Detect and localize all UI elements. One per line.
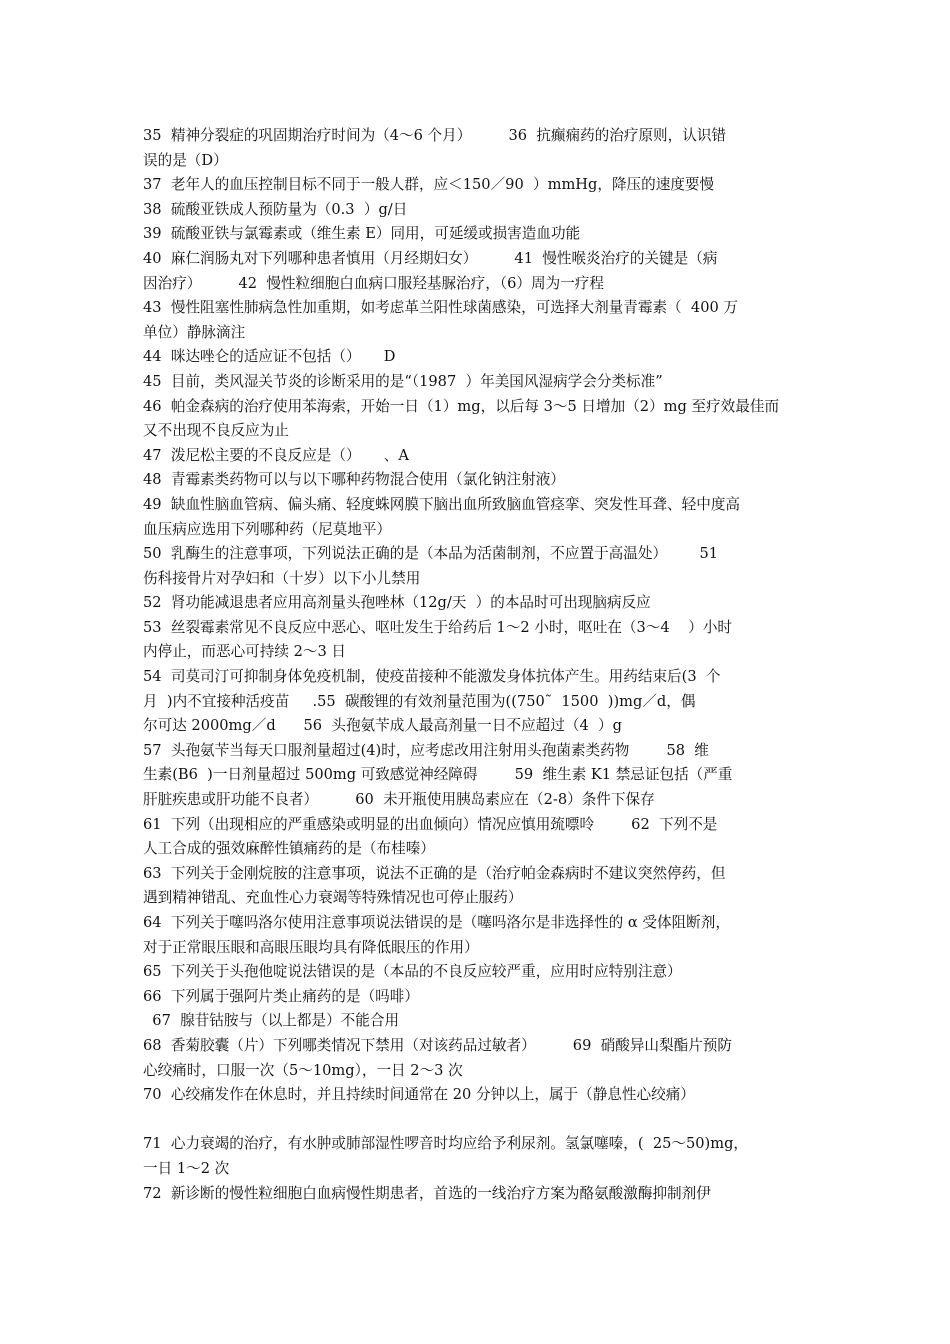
text-line: 45 目前，类风湿关节炎的诊断采用的是“（1987 ）年美国风湿病学会分类标准” — [143, 372, 663, 390]
text-line: 遇到精神错乱、充血性心力衰竭等特殊情况也可停止服药） — [143, 889, 523, 907]
text-line: 61 下列（出现相应的严重感染或明显的出血倾向）情况应慎用巯嘌呤 62 下列不是 — [143, 815, 718, 833]
text-line: 66 下列属于强阿片类止痛药的是（吗啡） — [143, 987, 419, 1005]
text-line: 对于正常眼压眼和高眼压眼均具有降低眼压的作用） — [143, 938, 479, 956]
text-line: 68 香菊胶囊（片）下列哪类情况下禁用（对该药品过敏者） 69 硝酸异山梨酯片预防 — [143, 1036, 732, 1054]
text-line: 37 老年人的血压控制目标不同于一般人群，应＜150／90 ）mmHg，降压的速度要慢 — [143, 176, 715, 194]
text-line: 57 头孢氨苄当每天口服剂量超过(4)时，应考虑改用注射用头孢菌素类药物 58 维 — [143, 741, 709, 759]
text-line: 因治疗） 42 慢性粒细胞白血病口服羟基脲治疗，（6）周为一疗程 — [143, 274, 604, 292]
text-line: 月 )内不宜接种活疫苗 .55 碳酸锂的有效剂量范围为((750˜ 1500 ))mg／d，偶 — [143, 692, 696, 710]
blank-line — [143, 1108, 811, 1133]
text-line: 单位）静脉滴注 — [143, 323, 246, 341]
text-line: 63 下列关于金刚烷胺的注意事项，说法不正确的是（治疗帕金森病时不建议突然停药，但 — [143, 864, 726, 882]
text-line: 生素(B6 )一日剂量超过 500mg 可致感觉神经障碍 59 维生素 K1 禁忌证包括（严重 — [143, 766, 733, 784]
text-line: 50 乳酶生的注意事项，下列说法正确的是（本品为活菌制剂，不应置于高温处） 51 — [143, 545, 719, 563]
text-line: 67 腺苷钴胺与（以上都是）不能合用 — [143, 1012, 400, 1030]
text-line: 47 泼尼松主要的不良反应是（） 、A — [143, 446, 409, 464]
document-body — [143, 124, 811, 1206]
text-line: 39 硫酸亚铁与氯霉素或（维生素 E）同用，可延缓或损害造血功能 — [143, 225, 581, 243]
text-line: 53 丝裂霉素常见不良反应中恶心、呕吐发生于给药后 1～2 小时，呕吐在（3～4 ）小时 — [143, 618, 733, 636]
text-line: 72 新诊断的慢性粒细胞白血病慢性期患者，首选的一线治疗方案为酪氨酸激酶抑制剂伊 — [143, 1184, 711, 1202]
text-line: 54 司莫司汀可抑制身体免疫机制，使疫苗接种不能激发身体抗体产生。用药结束后(3 个 — [143, 668, 721, 686]
text-line: 心绞痛时，口服一次（5～10mg），一日 2～3 次 — [143, 1061, 463, 1079]
text-line: 52 肾功能减退患者应用高剂量头孢唑林（12g/天 ）的本品时可出现脑病反应 — [143, 594, 651, 612]
text-line: 48 青霉素类药物可以与以下哪种药物混合使用（氯化钠注射液） — [143, 471, 565, 489]
text-line: 49 缺血性脑血管病、偏头痛、轻度蛛网膜下脑出血所致脑血管痉挛、突发性耳聋、轻中度高 — [143, 495, 741, 513]
text-line: 65 下列关于头孢他啶说法错误的是（本品的不良反应较严重，应用时应特别注意） — [143, 963, 682, 981]
text-line: 内停止，而恶心可持续 2～3 日 — [143, 643, 346, 661]
text-line: 46 帕金森病的治疗使用苯海索，开始一日（1）mg，以后每 3～5 日增加（2）mg 至疗效最佳而 — [143, 397, 780, 415]
text-line: 伤科接骨片对孕妇和（十岁）以下小儿禁用 — [143, 569, 421, 587]
text-line: 误的是（D） — [143, 151, 228, 169]
text-line: 又不出现不良反应为止 — [143, 422, 289, 440]
text-line: 44 咪达唑仑的适应证不包括（） D — [143, 348, 396, 366]
text-line: 71 心力衰竭的治疗，有水肿或肺部湿性啰音时均应给予利尿剂。氢氯噻嗪，( 25～50)mg， — [143, 1135, 749, 1153]
text-line: 40 麻仁润肠丸对下列哪种患者慎用（月经期妇女） 41 慢性喉炎治疗的关键是（病 — [143, 249, 718, 267]
text-line: 人工合成的强效麻醉性镇痛药的是（布桂嗪） — [143, 840, 435, 858]
text-line: 血压病应选用下列哪种药（尼莫地平） — [143, 520, 392, 538]
text-line: 尔可达 2000mg／d 56 头孢氨苄成人最高剂量一日不应超过（4 ）g — [143, 717, 622, 735]
text-line: 肝脏疾患或肝功能不良者） 60 未开瓶使用胰岛素应在（2-8）条件下保存 — [143, 791, 655, 809]
text-line: 70 心绞痛发作在休息时，并且持续时间通常在 20 分钟以上，属于（静息性心绞痛） — [143, 1086, 695, 1104]
text-line: 43 慢性阻塞性肺病急性加重期，如考虑革兰阳性球菌感染，可选择大剂量青霉素（ 400 万 — [143, 299, 738, 317]
text-line: 38 硫酸亚铁成人预防量为（0.3 ）g/日 — [143, 200, 408, 218]
text-line: 64 下列关于噻吗洛尔使用注意事项说法错误的是（噻吗洛尔是非选择性的 α 受体阻断剂， — [143, 914, 730, 931]
text-line: 一日 1～2 次 — [143, 1159, 230, 1177]
text-line: 35 精神分裂症的巩固期治疗时间为（4～6 个月） 36 抗癫痫药的治疗原则，认识错 — [143, 127, 727, 144]
